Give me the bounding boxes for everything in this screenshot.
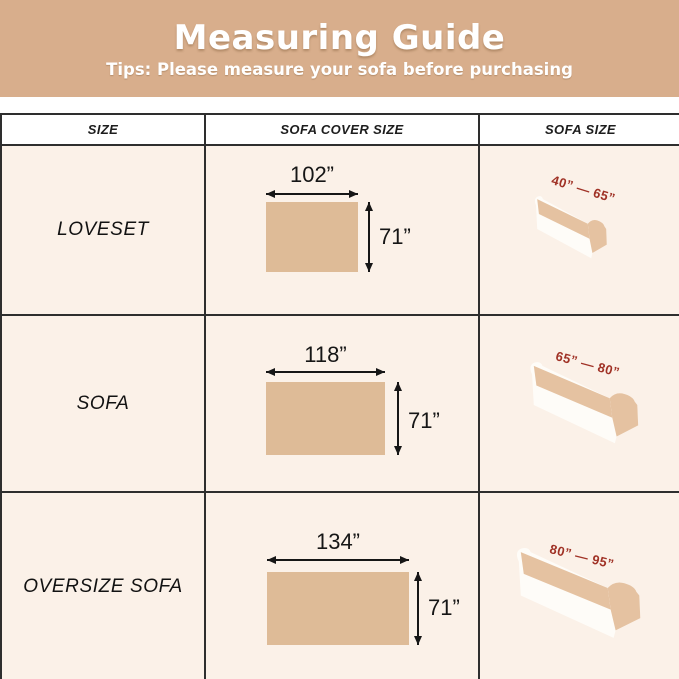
width-dimension-arrow <box>267 559 409 561</box>
table-row-loveset-size <box>2 146 206 316</box>
table-row-oversize-sofa <box>480 493 679 679</box>
table-row-loveset-cover <box>206 146 480 316</box>
cover-height-label: 71” <box>428 595 460 620</box>
column-header-sofa-size <box>480 115 679 146</box>
table-row-sofa-size <box>2 316 206 493</box>
column-header-sofa-size-label: SOFA SIZE <box>544 122 617 137</box>
table-row-oversize-cover <box>206 493 480 679</box>
cover-width-label: 102” <box>289 162 335 187</box>
column-header-sofa-cover-size-label: SOFA COVER SIZE <box>280 122 404 137</box>
size-table <box>0 113 679 679</box>
height-dimension-arrow <box>368 202 370 272</box>
column-header-size-label: SIZE <box>87 122 119 137</box>
cover-width-label: 134” <box>315 529 361 554</box>
sofa-range-label: 65” — 80” <box>554 348 622 380</box>
sofa-range-label: 80” — 95” <box>548 541 616 572</box>
table-row-loveset-sofa <box>480 146 679 316</box>
width-dimension-arrow <box>266 371 385 373</box>
cover-rectangle <box>266 202 358 272</box>
column-header-sofa-cover-size <box>206 115 480 146</box>
table-row-sofa-cover <box>206 316 480 493</box>
cover-width-label: 118” <box>304 342 347 367</box>
table-row-sofa-sofa <box>480 316 679 493</box>
height-dimension-arrow <box>417 572 419 645</box>
sofa-range-label: 40” — 65” <box>549 172 618 206</box>
column-header-size <box>2 115 206 146</box>
header-banner <box>0 0 679 97</box>
page-title: Measuring Guide <box>173 18 506 58</box>
cover-height-label: 71” <box>408 408 440 433</box>
cover-rectangle <box>267 572 409 645</box>
cover-height-label: 71” <box>379 224 411 249</box>
table-row-oversize-size <box>2 493 206 679</box>
width-dimension-arrow <box>266 193 358 195</box>
size-label: OVERSIZE SOFA <box>23 576 183 597</box>
size-label: SOFA <box>76 392 130 414</box>
cover-rectangle <box>266 382 385 455</box>
height-dimension-arrow <box>397 382 399 455</box>
size-label: LOVESET <box>57 219 149 240</box>
page-subtitle: Tips: Please measure your sofa before purchasing <box>106 60 573 79</box>
